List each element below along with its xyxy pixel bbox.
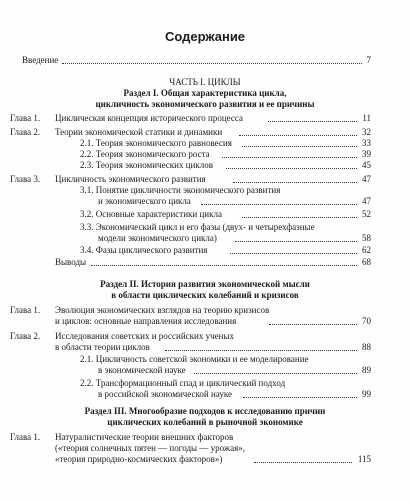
toc-page-number: 70 — [362, 316, 371, 326]
toc-page-number: 68 — [362, 257, 371, 267]
toc-entry-subsection[interactable] — [80, 138, 371, 149]
toc-entry-text: 3.2. Основные характеристики цикла — [80, 209, 222, 219]
toc-page-number: 33 — [362, 138, 371, 148]
toc-entry-chapter[interactable] — [55, 113, 371, 124]
toc-entry-chapter[interactable] — [55, 316, 371, 327]
toc-entry-intro[interactable] — [22, 55, 371, 66]
section-heading-line1: Раздел I. Общая характеристика цикла, — [123, 88, 287, 98]
toc-page-number: 115 — [357, 454, 371, 464]
leader-dots — [226, 168, 357, 169]
toc-page-number: 32 — [362, 127, 371, 137]
leader-dots — [268, 121, 357, 122]
leader-dots — [230, 253, 357, 254]
section-heading-line2: циклических колебаний в рыночной экономике — [107, 417, 303, 427]
toc-chapter-label: Глава 2. — [10, 127, 41, 137]
toc-entry-text: в экономической науке — [98, 365, 186, 375]
toc-entry-subsection[interactable] — [80, 245, 371, 256]
toc-chapter-label: Глава 2. — [10, 331, 41, 341]
toc-page-number: 58 — [362, 233, 371, 243]
toc-entry-chapter-line1[interactable]: Исследования советских и российских ученых — [55, 331, 234, 341]
toc-entry-subsection[interactable] — [98, 233, 371, 244]
toc-entry-text: 3.4. Фазы циклического развития — [80, 245, 208, 255]
toc-entry-subsection-line1[interactable]: 3.1. Понятие цикличности экономического развития — [80, 185, 281, 195]
section-heading-line1: Раздел II. История развития экономической мысли — [100, 279, 310, 289]
toc-entry-text: модели экономического цикла) — [98, 233, 217, 243]
leader-dots — [235, 241, 357, 242]
section-heading-line1: Раздел III. Многообразие подходов к исследованию причин — [84, 406, 326, 416]
page-title: Содержание — [164, 29, 246, 44]
leader-dots — [242, 217, 357, 218]
toc-page-number: 47 — [362, 196, 371, 206]
toc-entry-chapter-line1[interactable]: Натуралистические теории внешних факторов — [55, 432, 234, 442]
toc-entry-text: в российской экономической науке — [98, 389, 232, 399]
leader-dots — [243, 397, 357, 398]
leader-dots — [91, 265, 357, 266]
toc-page-number: 39 — [362, 149, 371, 159]
leader-dots — [194, 373, 357, 374]
toc-entry-subsection-line1[interactable]: 3.3. Экономический цикл и его фазы (двух- и четырехфазные — [80, 222, 315, 232]
toc-entry-subsection[interactable] — [98, 389, 371, 400]
leader-dots — [165, 350, 357, 351]
toc-entry-conclusions[interactable] — [55, 257, 371, 268]
toc-page-number: 47 — [362, 174, 371, 184]
toc-page-number: 45 — [362, 160, 371, 170]
toc-page-number: 52 — [362, 209, 371, 219]
toc-page-number: 88 — [362, 342, 371, 352]
toc-page-number: 7 — [366, 55, 371, 65]
toc-entry-chapter-line2[interactable]: («теория солнечных пятен — погоды — урожая», — [55, 443, 245, 453]
toc-chapter-label: Глава 3. — [10, 174, 41, 184]
toc-entry-text: «теория природно-космических факторов») — [55, 454, 223, 464]
leader-dots — [242, 146, 357, 147]
toc-entry-subsection[interactable] — [80, 160, 371, 171]
part-heading: ЧАСТЬ I. ЦИКЛЫ — [169, 77, 241, 87]
toc-chapter-label: Глава 1. — [10, 305, 41, 315]
toc-entry-text: 2.1. Теория экономического равновесия — [80, 138, 232, 148]
toc-entry-text: Введение — [22, 55, 59, 65]
toc-page-number: 89 — [362, 365, 371, 375]
toc-entry-subsection[interactable] — [98, 196, 371, 207]
leader-dots — [233, 182, 357, 183]
toc-entry-text: 2.3. Теория экономических циклов — [80, 160, 213, 170]
toc-entry-text: 2.2. Теория экономического роста — [80, 149, 210, 159]
leader-dots — [62, 63, 362, 64]
section-heading-line2: цикличность экономического развития и ее причины — [95, 99, 315, 109]
toc-entry-chapter-line1[interactable]: Эволюция экономических взглядов на теорию кризисов — [55, 305, 270, 315]
leader-dots — [201, 204, 357, 205]
toc-entry-chapter[interactable] — [55, 454, 371, 465]
toc-entry-subsection-line1[interactable]: 2.1. Цикличность советской экономики и ее моделирование — [80, 354, 309, 364]
leader-dots — [269, 324, 357, 325]
toc-page-number: 99 — [362, 389, 371, 399]
toc-entry-subsection-line1[interactable]: 2.2. Трансформационный спад и циклический подход — [80, 378, 286, 388]
toc-chapter-label: Глава 1. — [10, 432, 41, 442]
toc-entry-subsection[interactable] — [80, 209, 371, 220]
toc-page-number: 11 — [362, 113, 371, 123]
toc-entry-text: Выводы — [55, 257, 87, 267]
toc-entry-chapter[interactable] — [55, 127, 371, 138]
toc-entry-text: и циклов: основные направления исследования — [55, 316, 237, 326]
leader-dots — [254, 462, 352, 463]
toc-entry-chapter[interactable] — [55, 174, 371, 185]
toc-entry-chapter[interactable] — [55, 342, 371, 353]
toc-page-number: 62 — [362, 245, 371, 255]
toc-chapter-label: Глава 1. — [10, 113, 41, 123]
toc-entry-subsection[interactable] — [80, 149, 371, 160]
toc-entry-text: в области теории циклов — [55, 342, 150, 352]
toc-entry-text: и экономического цикла — [98, 196, 191, 206]
toc-entry-text: Цикличность экономического развития — [55, 174, 206, 184]
toc-entry-subsection[interactable] — [98, 365, 371, 376]
section-heading-line2: в области циклических колебаний и кризисов — [111, 290, 299, 300]
leader-dots — [222, 157, 357, 158]
toc-entry-text: Теории экономической статики и динамики — [55, 127, 223, 137]
leader-dots — [239, 135, 357, 136]
toc-entry-text: Циклическая концепция исторического процесса — [55, 113, 243, 123]
